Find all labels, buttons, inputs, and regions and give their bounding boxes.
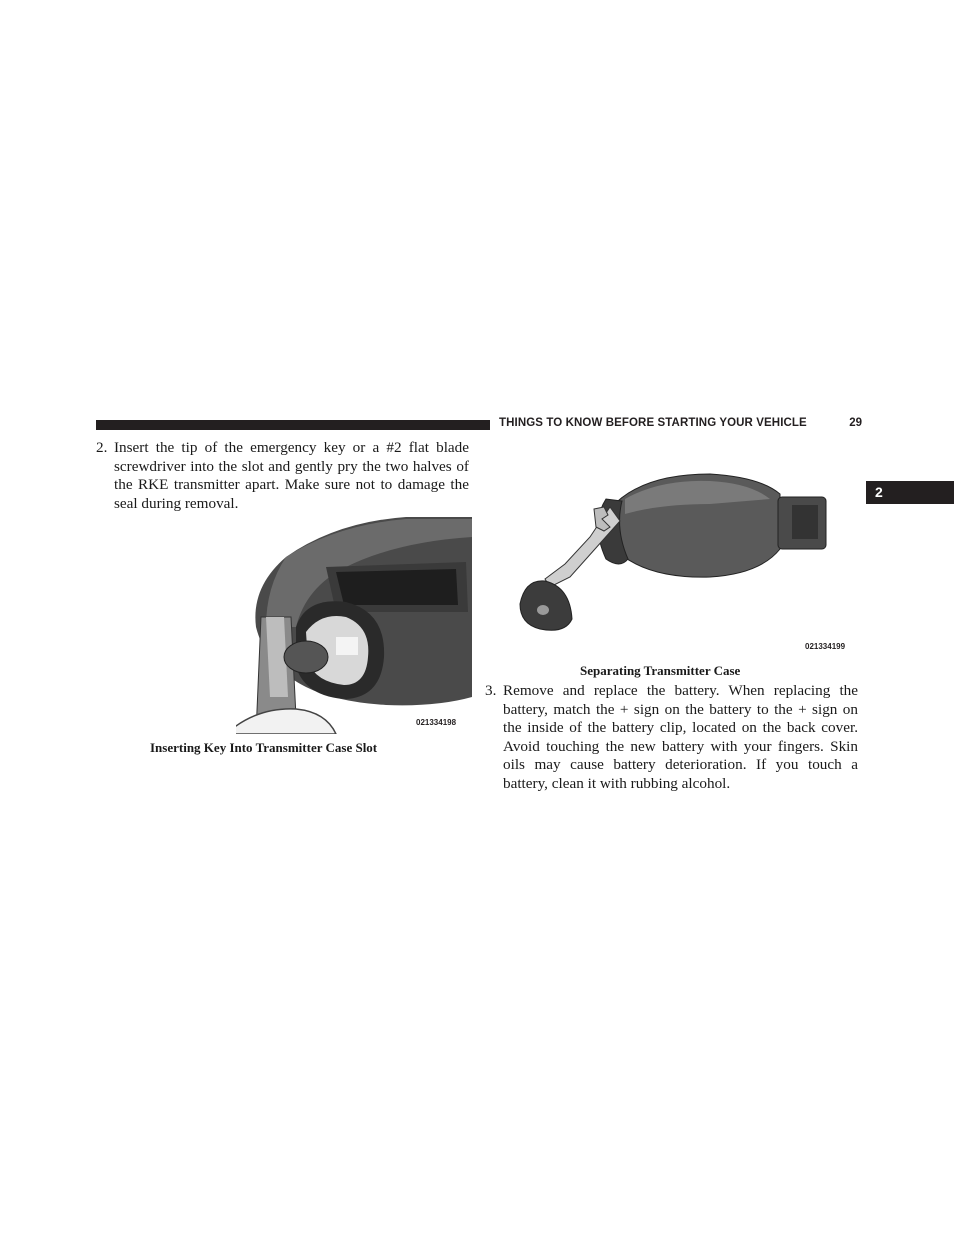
separating-case-illustration [510, 469, 862, 653]
step-3 [485, 682, 858, 794]
figure-code: 021334198 [416, 718, 457, 727]
figure-code: 021334199 [805, 642, 846, 651]
page-number: 29 [849, 417, 862, 429]
step-2 [96, 439, 469, 513]
step-number: 2. [96, 439, 108, 456]
step-text: Remove and replace the battery. When replacing the battery, match the + sign on the battery to the + sign on the inside of the battery clip, located on the back cover. Avoid touching the new battery with your fingers. Skin oils may cause battery deterioration. If you touch a battery, clean it with rubbing alcohol. [503, 682, 858, 792]
chapter-tab: 2 [866, 481, 954, 504]
step-text: Insert the tip of the emergency key or a #2 flat blade screwdriver into the slot and gently pry the two halves of the RKE transmitter apart. Make sure not to damage the seal during removal. [114, 439, 469, 512]
step-number: 3. [485, 682, 497, 699]
figure-caption: Separating Transmitter Case [580, 663, 741, 678]
header-rule [96, 420, 490, 430]
section-title: THINGS TO KNOW BEFORE STARTING YOUR VEHICLE [499, 417, 807, 429]
inserting-key-illustration [236, 517, 472, 734]
figure-caption: Inserting Key Into Transmitter Case Slot [150, 740, 378, 755]
